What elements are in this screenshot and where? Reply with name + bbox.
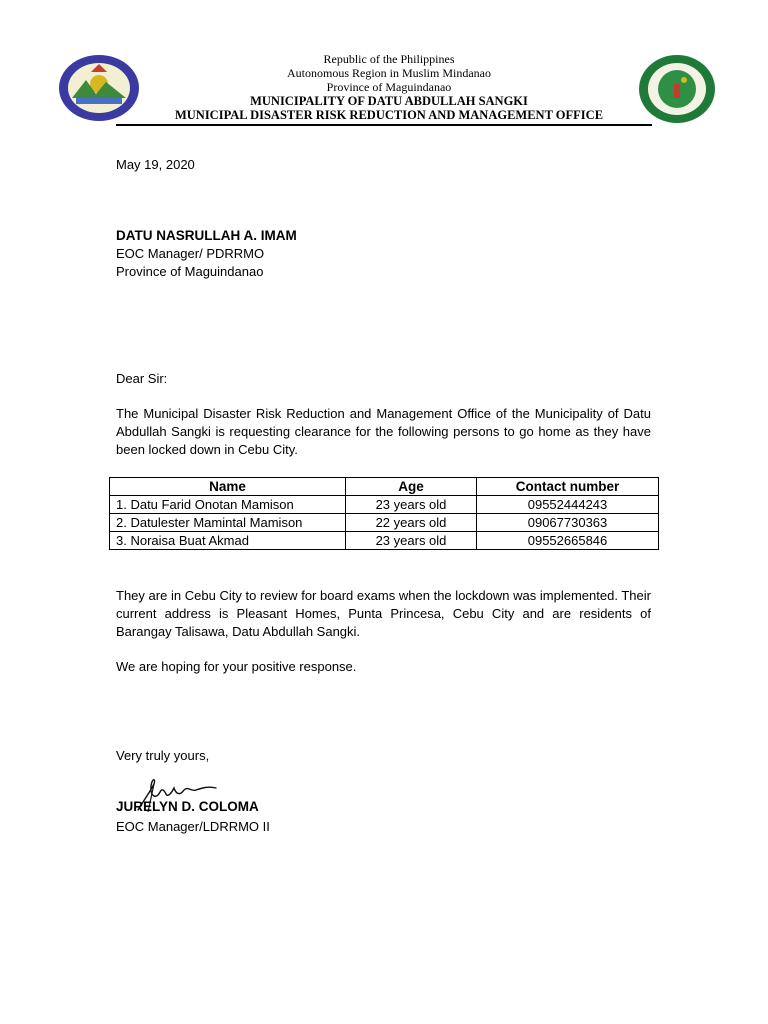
letterhead-line-municipality: MUNICIPALITY OF DATU ABDULLAH SANGKI	[250, 94, 528, 108]
cell-name: 1. Datu Farid Onotan Mamison	[110, 496, 346, 514]
cell-age: 23 years old	[346, 496, 477, 514]
table-header-row	[110, 478, 659, 496]
signer-name: JURELYN D. COLOMA	[116, 799, 259, 814]
persons-table	[109, 477, 659, 550]
column-header-name: Name	[110, 478, 346, 496]
cell-contact: 09552665846	[477, 532, 659, 550]
column-header-age: Age	[346, 478, 477, 496]
letterhead-divider	[116, 124, 652, 126]
cell-age: 22 years old	[346, 514, 477, 532]
recipient-name: DATU NASRULLAH A. IMAM	[116, 228, 297, 243]
intro-paragraph: The Municipal Disaster Risk Reduction and Management Office of the Municipality of Datu Abdullah Sangki is requesting clearance for the following persons to go home as they have been locked down in Cebu City.	[116, 406, 651, 457]
table-row	[110, 496, 659, 514]
cell-name: 3. Noraisa Buat Akmad	[110, 532, 346, 550]
letter-date: May 19, 2020	[116, 157, 195, 172]
letterhead-line-office: MUNICIPAL DISASTER RISK REDUCTION AND MANAGEMENT OFFICE	[174, 108, 604, 122]
recipient-title: EOC Manager/ PDRRMO	[116, 246, 265, 261]
column-header-contact: Contact number	[477, 478, 659, 496]
table-row	[110, 514, 659, 532]
cell-contact: 09067730363	[477, 514, 659, 532]
closing-line: We are hoping for your positive response.	[116, 659, 357, 674]
salutation: Dear Sir:	[116, 371, 168, 386]
letterhead-line-republic: Republic of the Philippines	[323, 52, 455, 66]
table-row	[110, 532, 659, 550]
cell-name: 2. Datulester Mamintal Mamison	[110, 514, 346, 532]
letterhead-line-region: Autonomous Region in Muslim Mindanao	[287, 66, 491, 80]
cell-contact: 09552444243	[477, 496, 659, 514]
body-paragraph: They are in Cebu City to review for board exams when the lockdown was implemented. Their current address is Pleasant Homes, Punta Princesa, Cebu City and are residents of Barangay Talisawa, Datu Abdullah Sangki.	[116, 588, 651, 639]
letterhead	[0, 52, 768, 122]
cell-age: 23 years old	[346, 532, 477, 550]
signer-title: EOC Manager/LDRRMO II	[116, 819, 270, 834]
recipient-org: Province of Maguindanao	[116, 264, 264, 279]
letterhead-line-province: Province of Maguindanao	[326, 80, 452, 94]
valediction: Very truly yours,	[116, 748, 210, 763]
